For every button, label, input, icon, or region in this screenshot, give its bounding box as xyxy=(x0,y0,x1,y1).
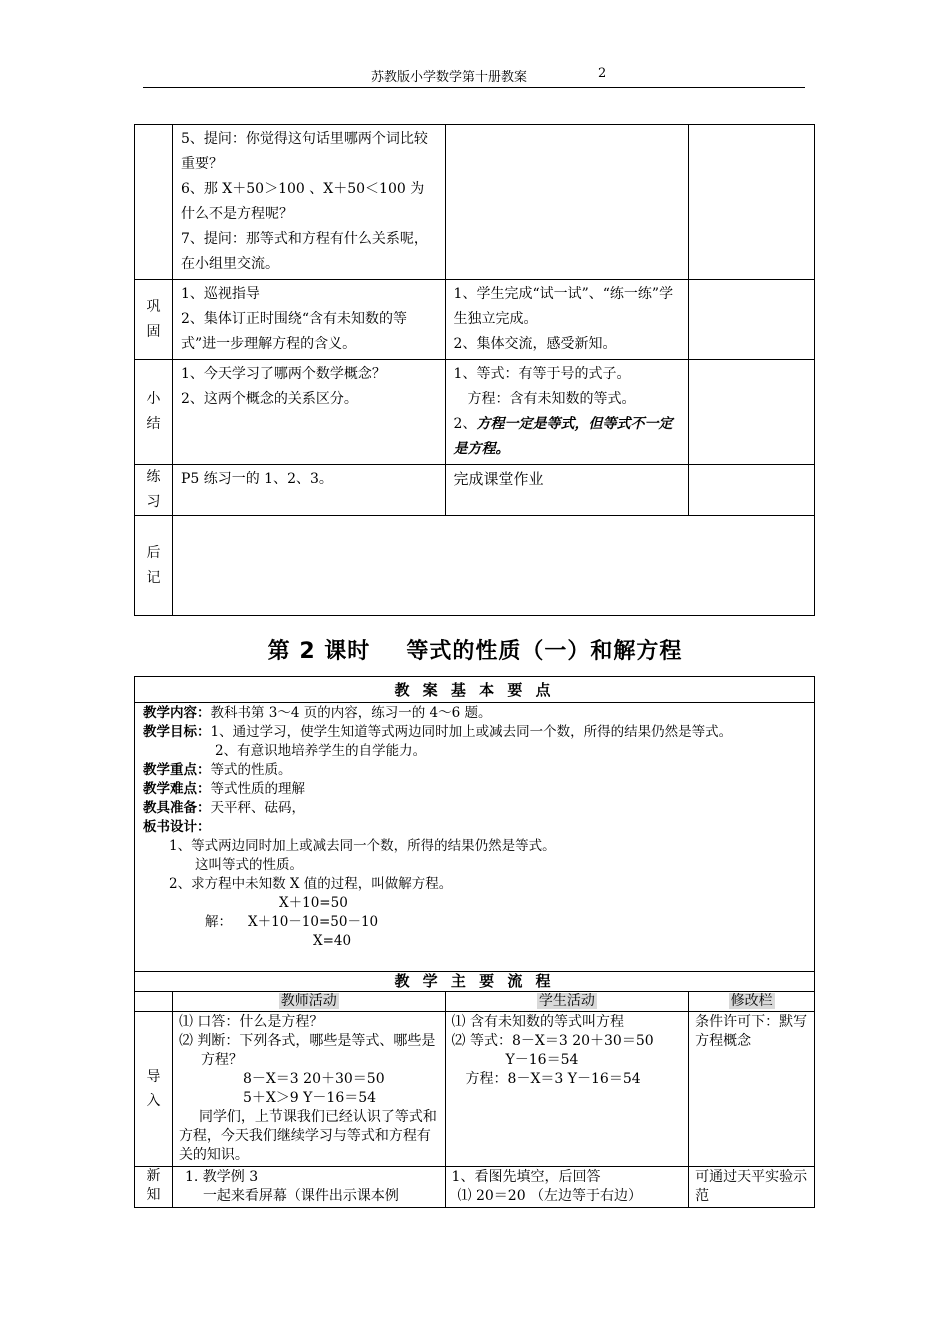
teacher-line: 2、这两个概念的关系区分。 xyxy=(180,391,358,407)
row-label: 导 入 xyxy=(135,1012,173,1167)
row-label: 后 记 xyxy=(135,516,173,616)
header-title: 苏教版小学数学第十册教案 xyxy=(371,70,528,85)
student-line: 1、学生完成“试一试”、“练一练”学生独立完成。 xyxy=(453,286,674,327)
teacher-line: 7、提问：那等式和方程有什么关系呢，在小组里交流。 xyxy=(180,231,428,272)
student-line: 1、等式：有等于号的式子。 xyxy=(453,366,631,382)
col-teacher-header: 教师活动 xyxy=(172,992,445,1012)
lesson-title: 第 2 课时 等式的性质（一）和解方程 xyxy=(267,639,683,664)
row-label: 练 习 xyxy=(135,465,173,516)
student-cell: 完成课堂作业 xyxy=(445,465,689,516)
student-line: 2、集体交流，感受新知。 xyxy=(453,336,617,352)
basics-content: 教学内容：教科书第 3～4 页的内容，练习一的 4～6 题。 教学目标：1、通过学习，使学生知道等式两边同时加上或减去同一个数，所得的结果仍然是等式。 2、有意识地培养学生的自学能力。 教学重点：等式的性质。 教学难点：等式性质的理解 教具准备：天平秤、砝码， 板书设计： 1、等式两边同时加上或减去同一个数，所得的结果仍然是等式。 这叫等式的性质。 2、求方程中未知数 X 值的过程，叫做解方程。 X＋10=50 解： X＋10－10=50－10 X=40 xyxy=(143,705,733,949)
student-line: 2、方程一定是等式，但等式不一定是方程。 xyxy=(453,416,673,457)
note-cell xyxy=(689,125,815,280)
teacher-cell: P5 练习一的 1、2、3。 xyxy=(172,465,445,516)
teacher-cell xyxy=(172,125,445,280)
student-cell: 1、看图先填空，后回答 ⑴ 20＝20 （左边等于右边） xyxy=(445,1167,689,1208)
teacher-line: 1、巡视指导 xyxy=(180,286,260,302)
teacher-cell xyxy=(172,280,445,360)
process-heading: 教 学 主 要 流 程 xyxy=(135,972,815,992)
teacher-line: 1、今天学习了哪两个数学概念？ xyxy=(180,366,386,382)
teacher-line: 6、那 X＋50＞100 、X＋50＜100 为什么不是方程呢？ xyxy=(180,181,425,222)
note-cell: 条件许可下：默写方程概念 xyxy=(689,1012,815,1167)
note-cell xyxy=(689,465,815,516)
student-cell xyxy=(445,125,689,280)
student-cell: ⑴ 含有未知数的等式叫方程 ⑵ 等式：8－X＝3 20＋30＝50 Y－16＝54 方程：8－X＝3 Y－16＝54 xyxy=(445,1012,689,1167)
note-cell xyxy=(689,360,815,465)
teacher-line: 5、提问：你觉得这句话里哪两个词比较重要？ xyxy=(180,131,428,172)
row-label: 新 知 xyxy=(135,1167,173,1208)
note-cell: 可通过天平实验示范 xyxy=(689,1167,815,1208)
col-note-header: 修改栏 xyxy=(689,992,815,1012)
student-cell xyxy=(445,280,689,360)
row-label: 小 结 xyxy=(135,360,173,465)
lesson-table-continued xyxy=(134,124,815,616)
note-cell xyxy=(689,280,815,360)
teacher-line: 2、集体订正时围绕“含有未知数的等式”进一步理解方程的含义。 xyxy=(180,311,408,352)
key-conclusion: 方程一定是等式，但等式不一定是方程。 xyxy=(453,416,673,457)
afterword-cell xyxy=(172,516,814,616)
teacher-cell: ⑴ 口答：什么是方程？ ⑵ 判断：下列各式，哪些是等式、哪些是方程？ 8－X＝3 20＋30＝50 5＋X＞9 Y－16＝54 同学们，上节课我们已经认识了等式和方程，今天我们继续学习与等式和方程有关的知识。 xyxy=(172,1012,445,1167)
teacher-cell xyxy=(172,360,445,465)
student-cell xyxy=(445,360,689,465)
basics-heading: 教 案 基 本 要 点 xyxy=(135,677,814,703)
lesson-basics xyxy=(134,676,815,972)
page-number: 2 xyxy=(598,66,607,81)
process-table xyxy=(134,971,815,1208)
page-header xyxy=(143,66,805,88)
row-label xyxy=(135,125,173,280)
student-line: 方程：含有未知数的等式。 xyxy=(467,391,636,407)
row-label: 巩 固 xyxy=(135,280,173,360)
col-student-header: 学生活动 xyxy=(445,992,689,1012)
teacher-cell: 1. 教学例 3 一起来看屏幕（课件出示课本例 xyxy=(172,1167,445,1208)
